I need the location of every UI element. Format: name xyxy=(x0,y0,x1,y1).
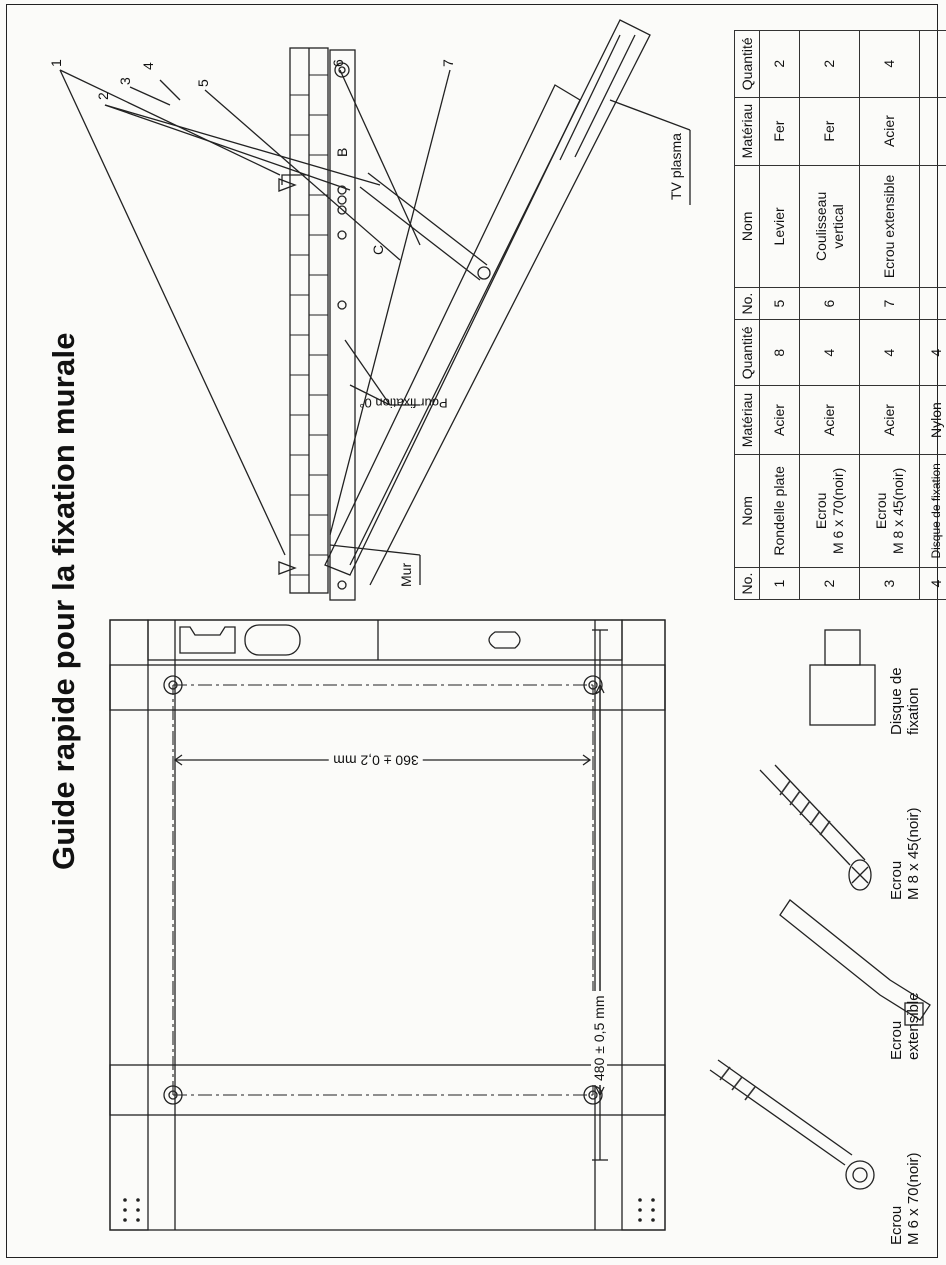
cell-no: 1 xyxy=(760,568,800,600)
cell-materiau: Fer xyxy=(760,97,800,165)
caption-anchor-line1: Ecrou xyxy=(888,1020,905,1060)
cell-quantite: 2 xyxy=(760,31,800,98)
callout-1: 1 xyxy=(48,59,64,67)
cell-no: 2 xyxy=(800,568,860,600)
dimension-vertical: 360 ± 0,2 mm xyxy=(329,752,423,768)
header-nom: Nom xyxy=(735,454,760,567)
table-row xyxy=(800,31,860,600)
cell-nom: Disque de fixation xyxy=(920,454,946,567)
cell-quantite: 4 xyxy=(860,31,920,98)
hole-pattern xyxy=(173,685,593,1095)
caption-bolt-m6 xyxy=(888,1152,923,1245)
header-materiau-2: Matériau xyxy=(735,97,760,165)
slot-b-label: B xyxy=(334,147,350,157)
cell-no xyxy=(920,288,946,320)
zero-fixation-label: Pour fixation 0° xyxy=(359,395,448,411)
cell-nom: Rondelle plate xyxy=(760,454,800,567)
cell-nom xyxy=(920,165,946,288)
parts-table xyxy=(734,30,946,600)
cell-materiau: Fer xyxy=(800,97,860,165)
callout-5: 5 xyxy=(195,79,211,87)
cell-nom: Coulisseau vertical xyxy=(800,165,860,288)
header-no: No. xyxy=(735,568,760,600)
cell-materiau: Acier xyxy=(800,386,860,454)
cell-materiau: Nylon xyxy=(920,386,946,454)
cell-no: 3 xyxy=(860,568,920,600)
cell-no: 4 xyxy=(920,568,946,600)
header-nom-2: Nom xyxy=(735,165,760,288)
caption-screw-m8-line2: M 8 x 45(noir) xyxy=(905,807,923,900)
slot-c-label: C xyxy=(370,244,386,255)
caption-anchor-line2: extensible xyxy=(905,992,923,1060)
cell-quantite: 8 xyxy=(760,320,800,386)
wall-label: Mur xyxy=(398,562,414,587)
caption-disc-line1: Disque de xyxy=(888,667,905,735)
cell-nom: Ecrou extensible xyxy=(860,165,920,288)
callout-6: 6 xyxy=(330,59,346,67)
caption-disc-line2: fixation xyxy=(905,687,923,735)
tv-label: TV plasma xyxy=(668,133,684,200)
cell-quantite xyxy=(920,31,946,98)
table-row xyxy=(860,31,920,600)
cell-no: 5 xyxy=(760,288,800,320)
cell-quantite: 4 xyxy=(860,320,920,386)
header-no-2: No. xyxy=(735,288,760,320)
mounting-holes xyxy=(164,676,602,1104)
caption-bolt-m6-line2: M 6 x 70(noir) xyxy=(905,1152,923,1245)
cell-materiau: Acier xyxy=(860,386,920,454)
cell-materiau: Acier xyxy=(860,97,920,165)
caption-expansion-anchor xyxy=(888,992,923,1060)
cell-nom: Ecrou M 6 x 70(noir) xyxy=(800,454,860,567)
callout-7: 7 xyxy=(440,59,456,67)
cell-no: 7 xyxy=(860,288,920,320)
page-title: Guide rapide pour la fixation murale xyxy=(46,332,81,870)
cell-quantite: 4 xyxy=(920,320,946,386)
cell-quantite: 2 xyxy=(800,31,860,98)
table-row xyxy=(760,31,800,600)
callout-2: 2 xyxy=(95,92,111,100)
caption-screw-m8-line1: Ecrou xyxy=(888,860,905,900)
caption-screw-m8 xyxy=(888,807,923,900)
callout-4: 4 xyxy=(140,62,156,70)
header-quantite-2: Quantité xyxy=(735,31,760,98)
header-materiau: Matériau xyxy=(735,386,760,454)
cell-materiau xyxy=(920,97,946,165)
side-view xyxy=(60,20,690,600)
wall-bracket-front-view xyxy=(110,620,665,1230)
caption-disc xyxy=(888,667,923,735)
cell-no: 6 xyxy=(800,288,860,320)
cell-nom: Ecrou M 8 x 45(noir) xyxy=(860,454,920,567)
table-row xyxy=(920,31,946,600)
callout-3: 3 xyxy=(117,77,133,85)
cell-materiau: Acier xyxy=(760,386,800,454)
dimension-horizontal: 480 ± 0,5 mm xyxy=(591,992,607,1086)
cell-nom: Levier xyxy=(760,165,800,288)
caption-bolt-m6-line1: Ecrou xyxy=(888,1205,905,1245)
header-quantite: Quantité xyxy=(735,320,760,386)
cell-quantite: 4 xyxy=(800,320,860,386)
